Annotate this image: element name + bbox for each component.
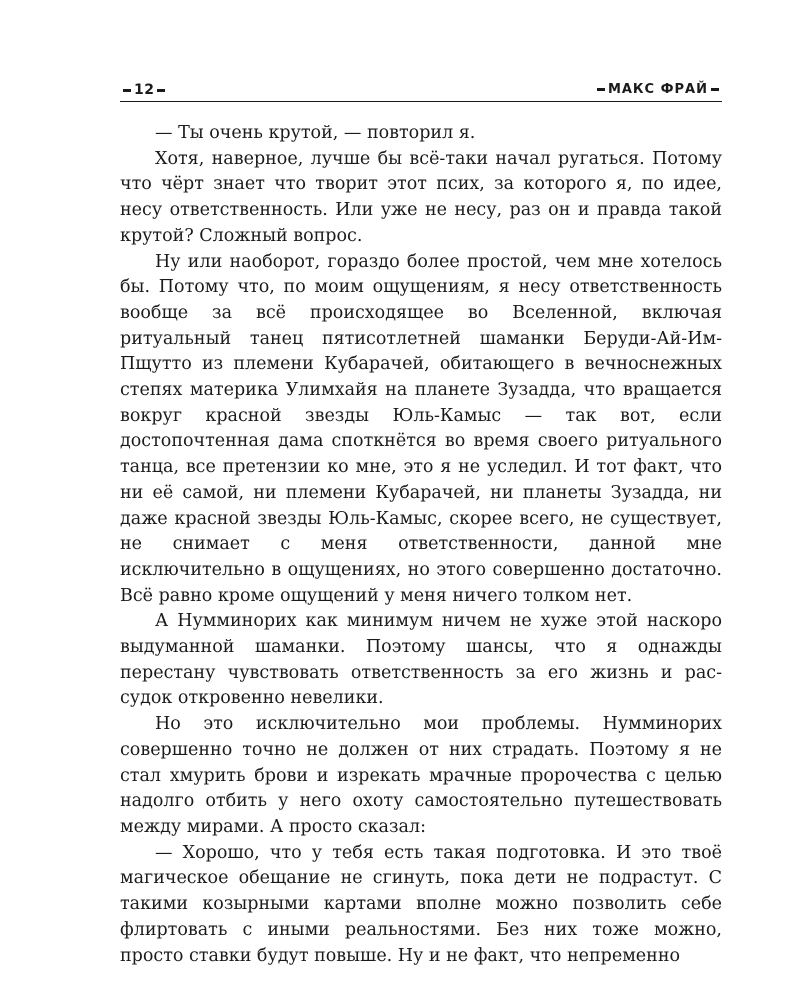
page-body [120, 121, 722, 969]
left-dash-decoration [123, 89, 131, 92]
right-dash-decoration [157, 89, 165, 92]
paragraph: — Хорошо, что у тебя есть такая подготовка. И это твоё магическое обещание не сгинуть, пока дети не подрастут. С такими козырными картами вполне можно позволить себе флиртовать с иными реальностями. Без них тоже можно, просто ставки будут повыше. Ну и не факт, что непременно [120, 842, 722, 966]
author-name: МАКС ФРАЙ [607, 82, 708, 97]
page-number-text: 12 [134, 82, 155, 98]
paragraph: А Нумминорих как минимум ничем не хуже этой наскоро выдуманной шаманки. Поэтому шансы, что я однажды перестану чувствовать ответственность за его жизнь и рассудок откровенно невелики. [120, 611, 722, 709]
paragraph: Но это исключительно мои проблемы. Нумминорих совершенно точно не должен от них страдать. Поэтому я не стал хмурить брови и изрекать мрачные пророчества с целью надолго отбить у него охоту самостоятельно путешествовать между мирами. А просто сказал: [120, 714, 722, 837]
page-number [120, 80, 168, 100]
left-dash-decoration [597, 88, 605, 91]
paragraph: Хотя, наверное, лучше бы всё-таки начал ругаться. Потому что чёрт знает что творит этот псих, за которого я, по идее, несу ответственность. Или уже не несу, раз он и правда такой крутой? Сложный вопрос. [120, 148, 722, 246]
paragraph: Ну или наоборот, гораздо более простой, чем мне хотелось бы. Потому что, по моим ощущениям, я несу ответственность вообще за всё происходящее во Вселенной, включая ритуальный танец пятисотлетней шаманки Беруди-Ай-Им-Пщутто из племени Кубарачей, обитающего в вечноснежных степях материка Улимхайя на планете Зузадда, что вращается вокруг красной звезды Юль-Камыс — так вот, если достопочтенная дама споткнётся во время своего ритуального танца, все претензии ко мне, это я не уследил. И тот факт, что ни её самой, ни племени Кубарачей, ни планеты Зузадда, ни даже красной звезды Юль-Камыс, скорее всего, не существует, не снимает с меня ответственности, данной мне исключительно в ощущениях, но этого совершенно достаточно. Всё равно кроме ощущений у меня ничего толком нет. [120, 251, 722, 606]
running-author [594, 80, 722, 100]
paragraph: — Ты очень крутой, — повторил я. [155, 123, 476, 143]
running-header [120, 80, 722, 100]
header-rule [120, 101, 722, 102]
right-dash-decoration [711, 88, 719, 91]
